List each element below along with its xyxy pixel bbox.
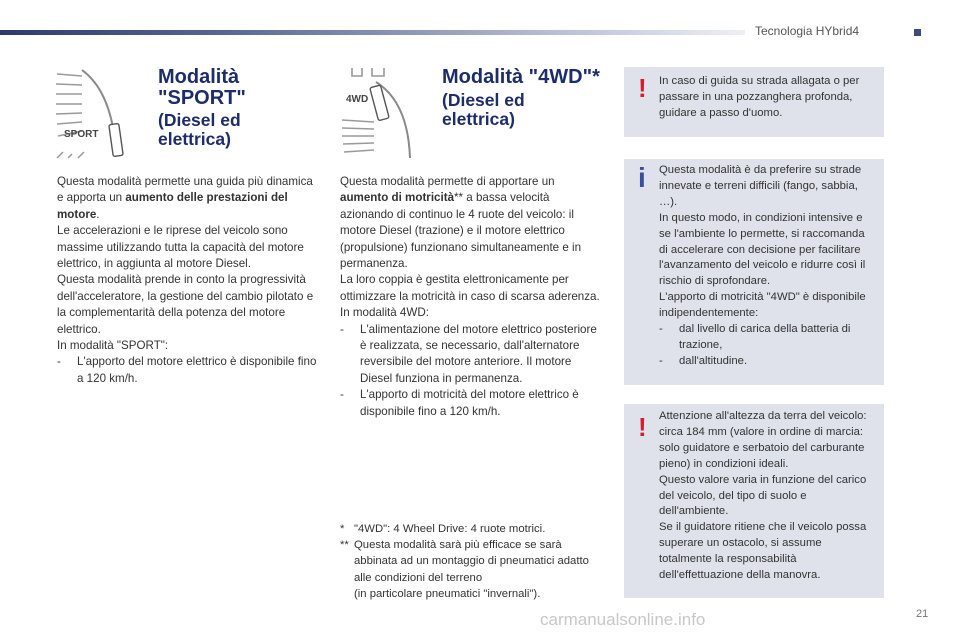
- info-item2: dall'altitudine.: [679, 354, 748, 367]
- footnote-2-tail: (in particolare pneumatici "invernali").: [354, 587, 541, 600]
- warning2-p3: Se il guidatore ritiene che il veicolo possa superare un ostacolo, si assume totalmente la responsabilità dell'effettuazione della manovra.: [659, 521, 867, 582]
- footnotes: [340, 521, 600, 602]
- footnote-text: "4WD": 4 Wheel Drive: 4 ruote motrici.: [354, 523, 546, 535]
- sport-icon-label: SPORT: [64, 129, 99, 140]
- header-square-marker: [914, 29, 921, 36]
- watermark: carmanualsonline.info: [540, 610, 706, 629]
- info-list-item: [659, 322, 876, 354]
- warning-text: [659, 409, 876, 584]
- dash-bullet: -: [659, 354, 663, 367]
- 4wd-item2: L'apporto di motricità del motore elettrico è disponibile fino a 120 km/h.: [360, 388, 579, 418]
- 4wd-selector-icon: [338, 62, 438, 162]
- dash-bullet: -: [340, 388, 344, 402]
- sport-p1-end: .: [96, 207, 100, 221]
- footnote-2-main: Questa modalità sarà più efficace se sarà abbinata ad un montaggio di pneumatici adatto alle condizioni del terreno: [354, 539, 589, 584]
- 4wd-title: Modalità "4WD"*: [442, 66, 600, 88]
- 4wd-item1: L'alimentazione del motore elettrico posteriore è realizzata, se necessario, dall'alternatore reversibile del motore anteriore. Il motore Diesel funziona in permanenza.: [360, 322, 597, 385]
- sport-title: Modalità "SPORT": [158, 66, 246, 109]
- info-box-4wd-usage: [624, 159, 884, 385]
- info-p1: Questa modalità è da preferire su strade innevate e terreni difficili (fango, sabbia, …).: [659, 164, 862, 208]
- footnote-1: [340, 521, 600, 537]
- info-icon: i: [638, 162, 646, 193]
- page-number: 21: [916, 608, 929, 620]
- sport-item1: L'apporto del motore elettrico è disponibile fino a 120 km/h.: [77, 355, 317, 385]
- warning-icon: !: [638, 412, 647, 442]
- sport-description: [57, 174, 319, 387]
- warning-text: In caso di guida su strada allagata o per passare in una pozzanghera profonda, guidare a passo d'uomo.: [659, 75, 860, 119]
- footnote-marker: **: [340, 539, 349, 552]
- sport-p4: In modalità "SPORT":: [57, 339, 169, 353]
- 4wd-description: [340, 174, 602, 420]
- info-text: [659, 163, 876, 370]
- dash-bullet: -: [659, 323, 663, 336]
- info-list-item: [659, 354, 876, 370]
- warning2-p2: Questo valore varia in funzione del carico del veicolo, del tipo di suolo e dell'ambiente.: [659, 473, 867, 518]
- info-p3: L'apporto di motricità "4WD" è disponibile indipendentemente:: [659, 291, 866, 320]
- 4wd-p1-text: Questa modalità permette di apportare un: [340, 175, 555, 188]
- section-title: Tecnologia HYbrid4: [755, 24, 860, 38]
- 4wd-list-item: [340, 322, 602, 388]
- footnote-text: [354, 537, 600, 602]
- dash-bullet: -: [340, 322, 344, 336]
- footnote-marker: *: [340, 523, 345, 535]
- dash-bullet: -: [57, 355, 61, 369]
- sport-list-item: [57, 354, 319, 387]
- 4wd-p3: In modalità 4WD:: [340, 306, 429, 320]
- info-item1: dal livello di carica della batteria di trazione,: [679, 323, 851, 351]
- sport-p1-text: Questa modalità permette una guida più dinamica e apporta un: [57, 175, 313, 205]
- sport-subtitle: (Diesel ed elettrica): [158, 110, 241, 149]
- footnote-2: [340, 537, 600, 602]
- warning-box-flooded-road: [624, 67, 884, 137]
- 4wd-p1-rest: ** a bassa velocità azionando di continuo le 4 ruote del veicolo: il motore Diesel (trazione) e il motore elettrico (propulsione) funzionano simultaneamente e in permanenza.: [340, 191, 582, 271]
- 4wd-subtitle: (Diesel ed elettrica): [442, 90, 525, 129]
- sport-selector-icon: [52, 62, 147, 162]
- 4wd-p2: La loro coppia è gestita elettronicamente per ottimizzare la motricità in caso di scarsa aderenza.: [340, 273, 600, 303]
- 4wd-list-item: [340, 387, 602, 420]
- sport-p3: Questa modalità prende in conto la progressività dell'acceleratore, la gestione del cambio pilotato e la complementarità della potenza del motore elettrico.: [57, 273, 314, 336]
- info-p2: In questo modo, in condizioni intensive e se l'ambiente lo permette, si raccomanda di accelerare con decisione per facilitare l'avanzamento del veicolo e ridurre così il rischio di sprofondare.: [659, 211, 866, 288]
- warning-icon: !: [638, 73, 647, 103]
- sport-p2: Le accelerazioni e le riprese del veicolo sono massime utilizzando tutta la capacità del motore elettrico, in aggiunta al motore Diesel.: [57, 224, 304, 271]
- warning2-p1: Attenzione all'altezza da terra del veicolo: circa 184 mm (valore in ordine di marcia: solo guidatore e serbatoio del carburante pieno) in condizioni ideali.: [659, 410, 867, 470]
- 4wd-icon-label: 4WD: [346, 94, 369, 105]
- sport-p1-emphasis: aumento delle prestazioni del motore: [57, 191, 288, 221]
- header-bar: [0, 30, 745, 35]
- 4wd-p1-emphasis: aumento di motricità: [340, 191, 455, 205]
- warning-box-ground-clearance: [624, 404, 884, 598]
